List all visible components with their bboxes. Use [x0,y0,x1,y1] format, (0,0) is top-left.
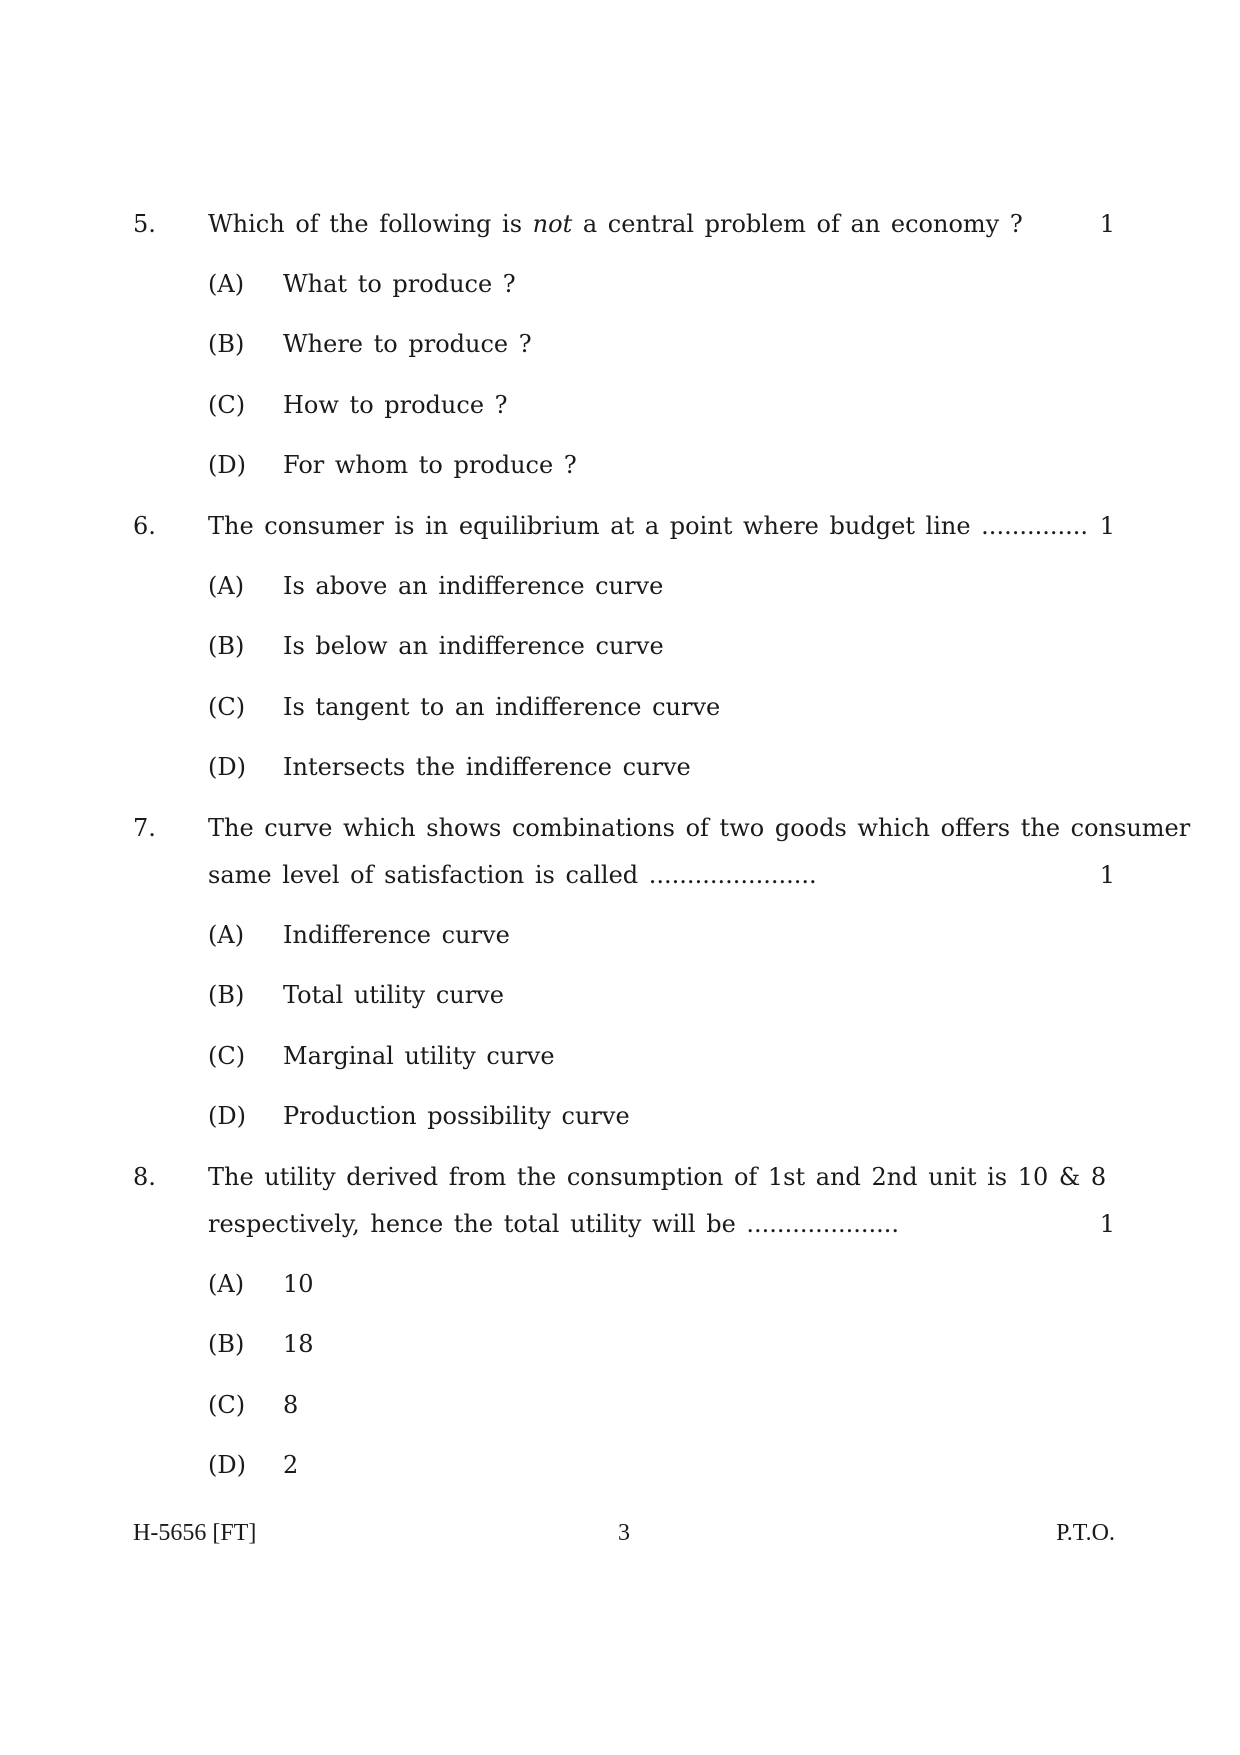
option-text: Marginal utility curve [283,1042,555,1070]
question-marks: 1 [1099,1210,1115,1238]
option-text: What to produce ? [283,270,516,298]
option-text: Is above an indifference curve [283,572,664,600]
question-marks: 1 [1099,861,1115,889]
question-number: 7. [133,814,156,842]
option-label: (B) [208,1330,245,1358]
option-text: 8 [283,1391,299,1419]
option-label: (D) [208,451,246,479]
option-label: (C) [208,1391,246,1419]
option-label: (B) [208,981,245,1009]
option-text: 18 [283,1330,314,1358]
question-text-line-2: respectively, hence the total utility will be .................... [208,1210,899,1238]
option-text: Total utility curve [283,981,504,1009]
question-text-emphasis: not [532,210,573,238]
option-label: (D) [208,753,246,781]
option-text: 10 [283,1270,314,1298]
option-label: (A) [208,572,245,600]
option-label: (B) [208,330,245,358]
question-text-line-1: The curve which shows combinations of two goods which offers the consumer [208,814,1191,842]
option-label: (D) [208,1451,246,1479]
option-text: How to produce ? [283,391,508,419]
option-label: (C) [208,693,246,721]
question-marks: 1 [1099,210,1115,238]
option-text: Production possibility curve [283,1102,630,1130]
question-text-part: a central problem of an economy ? [582,210,1023,238]
option-label: (A) [208,1270,245,1298]
option-label: (C) [208,391,246,419]
question-number: 5. [133,210,156,238]
option-text: Is tangent to an indifference curve [283,693,721,721]
option-label: (A) [208,270,245,298]
question-number: 6. [133,512,156,540]
option-label: (B) [208,632,245,660]
option-label: (A) [208,921,245,949]
question-marks: 1 [1099,512,1115,540]
option-text: For whom to produce ? [283,451,577,479]
paper-code: H-5656 [FT] [133,1520,257,1546]
question-text-part: Which of the following is [208,210,523,238]
option-text: Intersects the indifference curve [283,753,691,781]
option-text: Is below an indifference curve [283,632,664,660]
question-text: The consumer is in equilibrium at a point where budget line .............. [208,512,1088,540]
page-number: 3 [618,1520,630,1546]
question-text-line-2: same level of satisfaction is called ...................... [208,861,817,889]
pto-label: P.T.O. [1056,1520,1115,1546]
question-text-line-1: The utility derived from the consumption of 1st and 2nd unit is 10 & 8 [208,1163,1107,1191]
option-label: (D) [208,1102,246,1130]
question-number: 8. [133,1163,156,1191]
option-text: Indifference curve [283,921,510,949]
option-text: Where to produce ? [283,330,532,358]
question-text [208,209,1065,239]
option-label: (C) [208,1042,246,1070]
option-text: 2 [283,1451,299,1479]
